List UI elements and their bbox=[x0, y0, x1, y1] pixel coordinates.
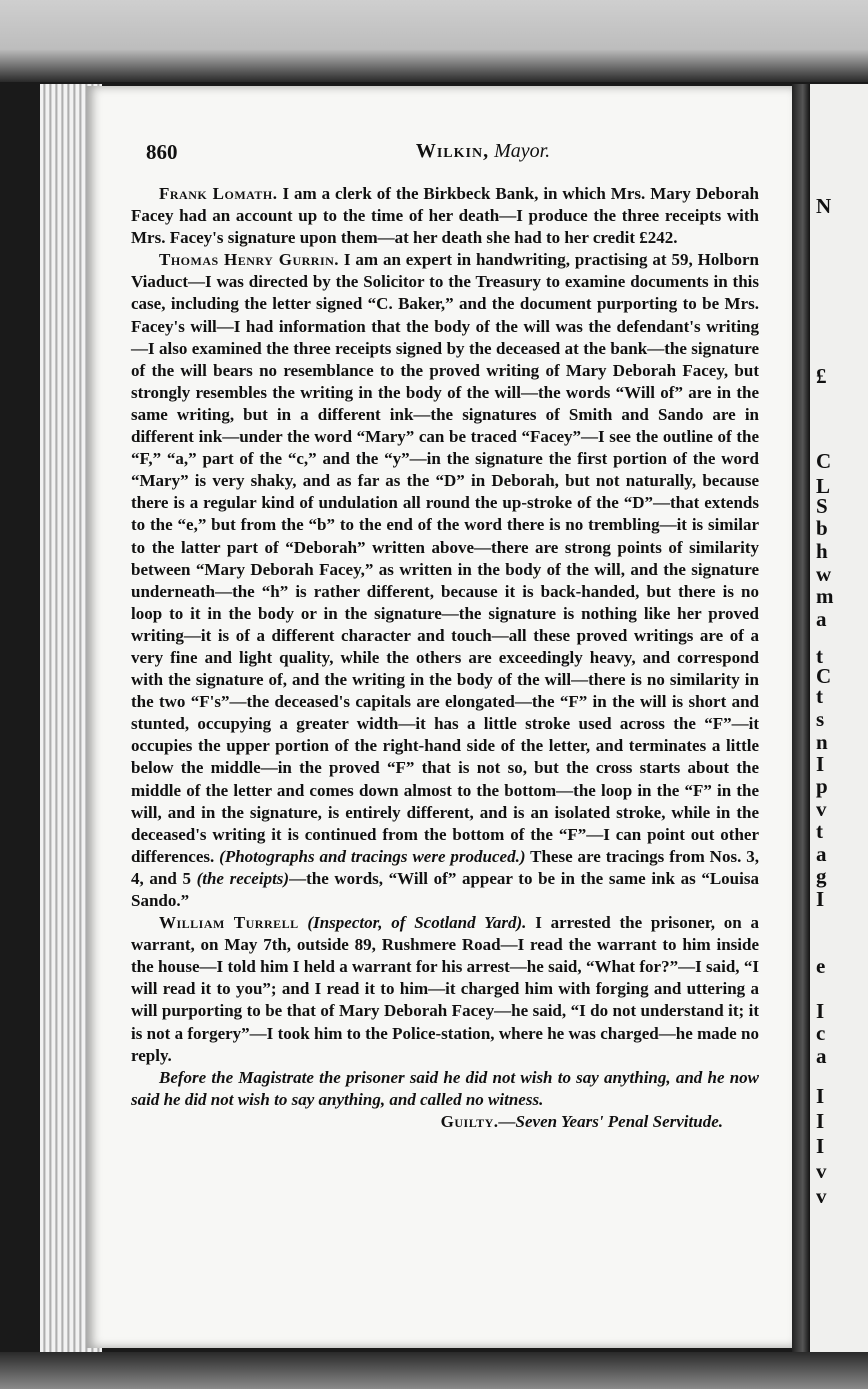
facing-page-letter: I bbox=[816, 752, 825, 776]
facing-page-letter: C bbox=[816, 449, 832, 473]
testimony-text: I am a clerk of the Birkbeck Bank, in which Mrs. Mary Deborah Facey had an account up to the time of her death—I produce the three receipts with Mrs. Facey's signature upon them—at her death she had to her credit £242. bbox=[131, 184, 759, 248]
facing-page-letter: t bbox=[816, 819, 823, 843]
scan-background-bottom bbox=[0, 1352, 868, 1389]
witness-name: Thomas Henry Gurrin. bbox=[159, 250, 340, 270]
scan-background-top bbox=[0, 0, 868, 82]
facing-page-letter: t bbox=[816, 644, 823, 668]
page-header bbox=[146, 140, 760, 170]
page-number: 860 bbox=[146, 140, 178, 164]
testimony-text: These are tracings from Nos. 3, 4, and 5 bbox=[131, 846, 759, 888]
facing-page-letter: v bbox=[816, 1159, 827, 1183]
facing-page-letter: £ bbox=[816, 364, 827, 388]
facing-page-letter: v bbox=[816, 797, 827, 821]
facing-page-letter: C bbox=[816, 664, 832, 688]
closing-statement: Before the Magistrate the prisoner said he did not wish to say anything, and he now said he did not wish to say anything, and called no witness. bbox=[131, 1067, 759, 1109]
facing-page-letter: I bbox=[816, 999, 825, 1023]
facing-page-letter: I bbox=[816, 1084, 825, 1108]
facing-page-letter: I bbox=[816, 887, 825, 911]
testimony-text: —the words, “Will of” appear to be in the same ink as “Louisa Sando.” bbox=[131, 868, 759, 910]
stage-direction: (the receipts) bbox=[196, 868, 290, 888]
facing-page-fragment bbox=[810, 84, 868, 1354]
facing-page-letter: t bbox=[816, 684, 823, 708]
facing-page-letter: g bbox=[816, 864, 827, 888]
facing-page-letter: S bbox=[816, 494, 828, 518]
facing-page-letter: c bbox=[816, 1021, 826, 1045]
testimony-paragraph bbox=[131, 912, 759, 1067]
testimony-text: I am an expert in handwriting, practising at 59, Holborn Viaduct—I was directed by the Solicitor to the Treasury to examine documents in this case, including the letter signed “C. Baker,” and the document purporting to be Mrs. Facey's will—I had information that the body of the will was the defendant's writing—I also examined the three receipts signed by the deceased at the bank—the signature of the will bears no resemblance to the proved writing of Mary Deborah Facey, but strongly resembles the writing in the body of the will—the words “Will of” are in the same writing, but in a different ink—the signatures of Smith and Sando are in different ink—under the word “Mary” can be traced “Facey”—I see the outline of the “F,” “a,” part of the “c,” and the “y”—in the signature the first portion of the word “Mary” is very shaky, and as far as the “D” in Deborah, but not naturally, because there is a regular kind of undulation all round the up-stroke of the “D”—that extends to the “e,” but from the “b” to the end of the word there is no trembling—it is similar to the latter part of “Deborah” written above—there are strong points of similarity between “Mary Deborah Facey,” as written in the body of the will, and the signature underneath—the “h” is rather different, because it is back-handed, but there is no loop to it in the body or in the signature—the signature is nothing like her proved writing—it is of a different character and touch—all these proved writings are of a very fine and light quality, while the others are exceedingly heavy, and correspond with the signature of, and the writing in the body of the will—there is no similarity in the two “F's”—the deceased's capitals are elongated—the “F” in the will is short and stunted, occupying a greater width—it has a little stroke used across the “F”—it occupies the upper portion of the right-hand side of the letter, and terminates a little below the middle—in the proved “F” that is not so, but the cross starts about the middle of the letter and comes down almost to the bottom—the loop in the “F” in the will, and in the signature, is entirely different, and is an isolated stroke, while in the deceased's writing it is continued from the bottom of the “F”—I can point out other differences. bbox=[131, 250, 759, 866]
testimony-paragraph bbox=[131, 183, 759, 249]
witness-name: William Turrell bbox=[159, 913, 299, 933]
facing-page-letter: s bbox=[816, 707, 825, 731]
facing-page-letter: b bbox=[816, 516, 828, 540]
testimony-text: I arrested the prisoner, on a warrant, on May 7th, outside 89, Rushmere Road—I read the warrant to him inside the house—I told him I held a warrant for his arrest—he said, “What for?”—I said, “I will read it to you”; and I read it to him—it charged him with forging and uttering a will purporting to be that of Mary Deborah Facey—he said, “I do not understand it; it is not a forgery”—I took him to the Police-station, where he was charged—he made no reply. bbox=[131, 913, 759, 1065]
verdict-sentence: —Seven Years' Penal Servitude. bbox=[498, 1111, 723, 1131]
running-head-name: Wilkin, bbox=[415, 140, 490, 162]
witness-name: Frank Lomath. bbox=[159, 184, 278, 203]
stage-direction: (Photographs and tracings were produced.) bbox=[219, 846, 526, 866]
witness-role: (Inspector, of Scotland Yard). bbox=[298, 913, 527, 933]
facing-page-letter: a bbox=[816, 607, 827, 631]
facing-page-letter: n bbox=[816, 730, 828, 754]
facing-page-letter: m bbox=[816, 584, 834, 608]
verdict bbox=[131, 1111, 759, 1133]
facing-page-letter: N bbox=[816, 194, 832, 218]
facing-page-letter: I bbox=[816, 1109, 825, 1133]
facing-page-letter: L bbox=[816, 474, 831, 498]
facing-page-letter: I bbox=[816, 1134, 825, 1158]
book-gutter bbox=[792, 84, 810, 1354]
facing-page-letter: w bbox=[816, 562, 832, 586]
facing-page-letter: p bbox=[816, 774, 828, 798]
running-head bbox=[146, 140, 760, 163]
verdict-label: Guilty. bbox=[440, 1111, 499, 1131]
facing-page-letter: v bbox=[816, 1184, 827, 1208]
facing-page-letter: a bbox=[816, 842, 827, 866]
running-head-title: Mayor. bbox=[494, 140, 551, 162]
facing-page-letter: a bbox=[816, 1044, 827, 1068]
facing-page-letter: e bbox=[816, 954, 826, 978]
facing-page-letter: h bbox=[816, 539, 828, 563]
testimony-paragraph bbox=[131, 249, 759, 912]
body-text bbox=[131, 183, 759, 1133]
